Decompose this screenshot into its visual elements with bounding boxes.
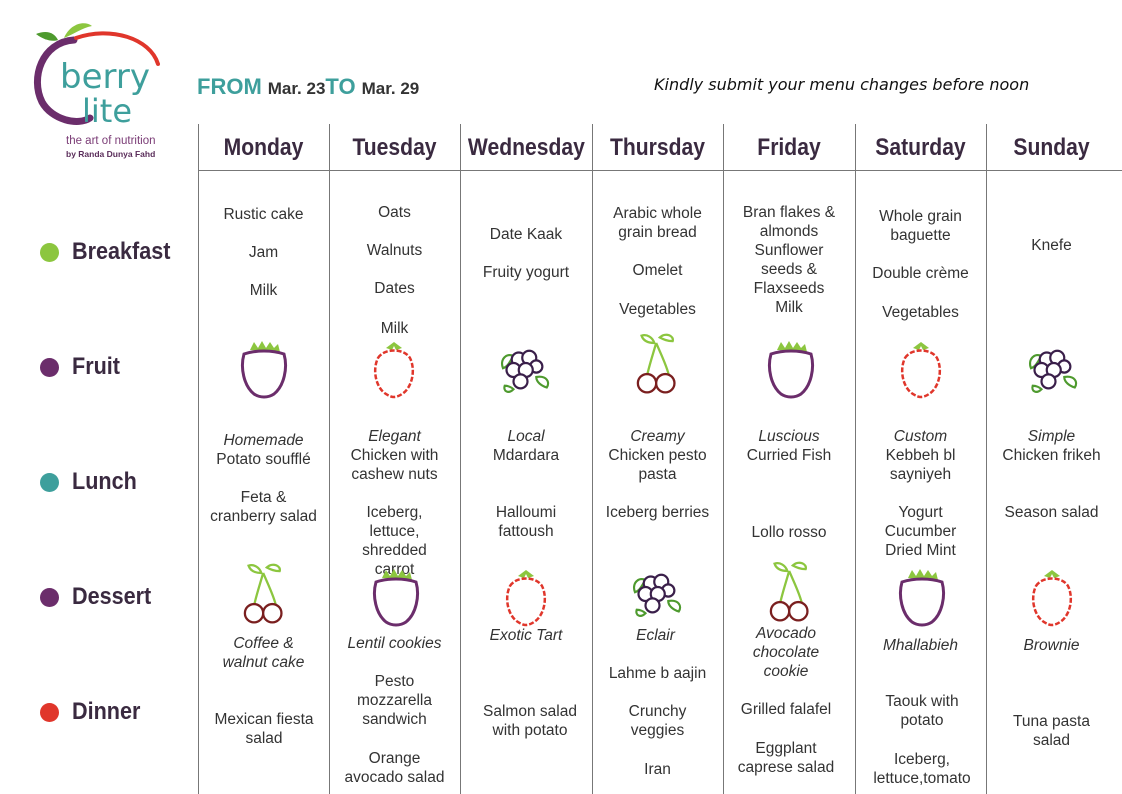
dessert-item: Eclair <box>636 627 675 644</box>
breakfast-item: Arabic whole grain bread <box>613 205 702 241</box>
dinner-item: Taouk with potato <box>885 693 959 729</box>
cherry-icon <box>237 562 293 626</box>
breakfast-item: Omelet <box>632 262 683 279</box>
meal-row-dinner <box>40 697 148 727</box>
meal-label: Breakfast <box>72 238 171 265</box>
grapes-icon <box>1024 338 1080 402</box>
meal-label: Dinner <box>72 698 141 725</box>
meal-row-breakfast <box>40 237 181 267</box>
lunch-dish: Curried Fish <box>746 447 832 464</box>
breakfast-item: Oats <box>378 204 411 221</box>
meal-label: Dessert <box>72 583 152 610</box>
day-header-thursday: Thursday <box>609 134 706 161</box>
header-divider <box>198 170 1122 171</box>
strawberry-icon <box>498 566 554 630</box>
day-header-sunday: Sunday <box>1013 134 1090 161</box>
lunch-adjective: Homemade <box>223 432 304 449</box>
lunch-adjective: Luscious <box>758 428 820 445</box>
dessert-item: Avocado chocolate cookie <box>752 625 820 680</box>
dinner-item: Orange avocado salad <box>344 750 445 786</box>
day-header-tuesday: Tuesday <box>352 134 437 161</box>
lunch-dot-icon <box>40 473 59 492</box>
dinner-item: Tuna pasta salad <box>1013 713 1090 749</box>
to-label: TO <box>325 74 356 99</box>
logo-byline: by Randa Dunya Fahd <box>66 149 156 159</box>
fig-icon <box>368 566 424 630</box>
dessert-item: Exotic Tart <box>489 627 563 644</box>
meal-row-lunch <box>40 467 144 497</box>
lunch-dish: Chicken pesto pasta <box>608 447 707 483</box>
lunch-dish: Kebbeh bl sayniyeh <box>885 447 956 483</box>
grapes-icon <box>628 562 684 626</box>
dinner-item: Mexican fiesta salad <box>214 711 314 747</box>
brand-logo <box>30 18 200 168</box>
date-range <box>197 74 419 100</box>
dessert-item: Brownie <box>1023 637 1080 654</box>
breakfast-dot-icon <box>40 243 59 262</box>
lunch-adjective: Custom <box>893 428 948 445</box>
dinner-item: Eggplant caprese salad <box>737 740 835 776</box>
meal-row-fruit <box>40 352 125 382</box>
breakfast-item: Bran flakes & almonds Sunflower seeds & Flaxseeds Milk <box>742 204 836 316</box>
breakfast-item: Vegetables <box>619 301 696 318</box>
logo-tagline: the art of nutrition <box>66 135 156 147</box>
lunch-dish: Potato soufflé <box>216 451 311 468</box>
meal-label: Fruit <box>72 353 120 380</box>
cherry-icon <box>630 332 686 396</box>
lunch-adjective: Local <box>507 428 545 445</box>
day-header-saturday: Saturday <box>875 134 966 161</box>
from-date: Mar. 23 <box>267 79 326 98</box>
to-date: Mar. 29 <box>361 79 420 98</box>
dinner-item: Iceberg, lettuce,tomato <box>873 751 971 787</box>
grapes-icon <box>496 338 552 402</box>
lunch-side: Halloumi fattoush <box>495 504 557 540</box>
strawberry-icon <box>366 338 422 402</box>
breakfast-item: Milk <box>249 282 278 299</box>
fig-icon <box>236 338 292 402</box>
breakfast-item: Vegetables <box>882 304 959 321</box>
submission-note: Kindly submit your menu changes before noon <box>654 75 1030 94</box>
strawberry-icon <box>893 338 949 402</box>
from-label: FROM <box>197 74 262 99</box>
breakfast-item: Milk <box>380 320 409 337</box>
lunch-side: Iceberg, lettuce, shredded carrot <box>362 504 427 578</box>
lunch-side: Iceberg berries <box>605 504 710 521</box>
dinner-dot-icon <box>40 703 59 722</box>
dinner-item: Grilled falafel <box>740 701 832 718</box>
lunch-adjective: Simple <box>1027 428 1076 445</box>
dinner-item: Salmon salad with potato <box>483 703 577 739</box>
breakfast-item: Rustic cake <box>223 206 304 223</box>
dessert-item: Mhallabieh <box>883 637 958 654</box>
cherry-icon <box>763 560 819 624</box>
dinner-item: Crunchy veggies <box>628 703 687 739</box>
dessert-dot-icon <box>40 588 59 607</box>
dessert-item: Coffee & walnut cake <box>222 635 305 671</box>
day-header-monday: Monday <box>223 134 304 161</box>
lunch-side: Feta & cranberry salad <box>210 489 317 525</box>
dinner-item: Iran <box>644 761 671 778</box>
breakfast-item: Double crème <box>872 265 969 282</box>
lunch-adjective: Creamy <box>630 428 685 445</box>
lunch-dish: Chicken frikeh <box>1002 447 1101 464</box>
breakfast-item: Fruity yogurt <box>482 264 570 281</box>
breakfast-item: Date Kaak <box>489 226 563 243</box>
breakfast-item: Walnuts <box>366 242 423 259</box>
fruit-dot-icon <box>40 358 59 377</box>
dinner-item: Pesto mozzarella sandwich <box>357 673 432 728</box>
lunch-adjective: Elegant <box>368 428 421 445</box>
dinner-item: Lahme b aajin <box>608 665 707 682</box>
logo-wordmark-bottom: lite <box>82 92 133 130</box>
meal-row-dessert <box>40 582 160 612</box>
day-header-friday: Friday <box>757 134 821 161</box>
lunch-side: Yogurt Cucumber Dried Mint <box>884 504 957 559</box>
breakfast-item: Knefe <box>1031 237 1072 254</box>
breakfast-item: Dates <box>374 280 415 297</box>
breakfast-item: Jam <box>248 244 279 261</box>
breakfast-item: Whole grain baguette <box>879 208 962 244</box>
day-header-wednesday: Wednesday <box>467 134 585 161</box>
lunch-dish: Mdardara <box>492 447 560 464</box>
strawberry-icon <box>1024 566 1080 630</box>
logo-wordmark-top: berry <box>60 57 150 97</box>
lunch-side: Season salad <box>1004 504 1099 521</box>
lunch-dish: Chicken with cashew nuts <box>350 447 439 483</box>
fig-icon <box>763 338 819 402</box>
dessert-item: Lentil cookies <box>347 635 442 652</box>
meal-label: Lunch <box>72 468 137 495</box>
lunch-side: Lollo rosso <box>751 524 827 541</box>
fig-icon <box>894 566 950 630</box>
